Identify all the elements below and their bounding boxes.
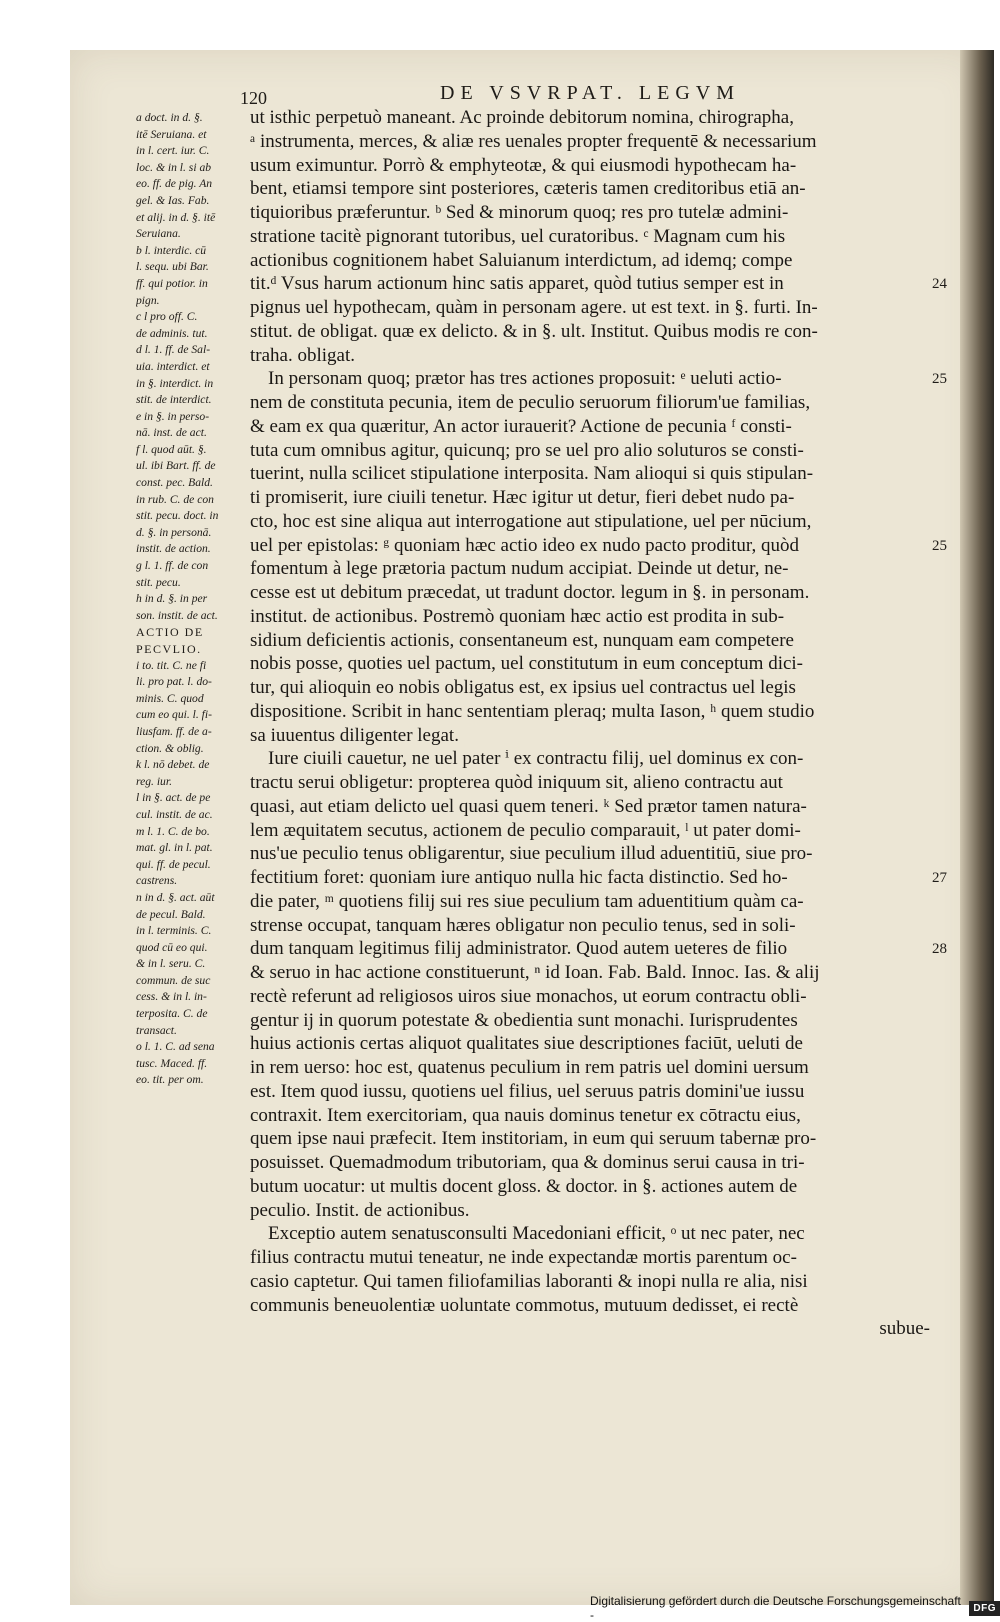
- margin-note: de adminis. tut.: [136, 326, 208, 340]
- margin-note: c l pro off. C.: [136, 310, 198, 324]
- text-line: Iure ciuili cauetur, ne uel pater ⁱ ex contractu filij, uel dominus ex con-: [268, 748, 804, 770]
- margin-note: uia. interdict. et: [136, 359, 210, 373]
- margin-note: i to. tit. C. ne fi: [136, 658, 207, 672]
- margin-note: qui. ff. de pecul.: [136, 857, 211, 871]
- margin-note: nā. inst. de act.: [136, 426, 207, 440]
- text-line: actionibus cognitionem habet Saluianum interdictum, ad idemq; compe: [250, 249, 793, 271]
- body-text: [250, 106, 930, 1341]
- margin-note: cess. & in l. in-: [136, 990, 207, 1004]
- margin-note: f l. quod aūt. §.: [136, 442, 207, 456]
- margin-note: PECVLIO.: [136, 642, 202, 656]
- text-line: tractu serui obligetur: propterea quòd iniquum sit, alieno contractu aut: [250, 772, 783, 793]
- margin-note: reg. iur.: [136, 774, 172, 788]
- text-line: dispositione. Scribit in hanc sententiam pleraq; multa Iason, ʰ quem studio: [250, 700, 815, 722]
- book-spine: [960, 50, 994, 1605]
- margin-note: & in l. seru. C.: [136, 957, 206, 971]
- margin-note: eo. tit. per om.: [136, 1073, 204, 1087]
- text-line: cesse est ut debitum præcedat, ut tradunt doctor. legum in §. in personam.: [250, 582, 810, 603]
- margin-note: loc. & in l. si ab: [136, 160, 212, 174]
- margin-note: eo. ff. de pig. An: [136, 177, 213, 191]
- text-line: rectè referunt ad religiosos uiros siue monachos, ut eorum contractu obli-: [250, 985, 807, 1007]
- margin-note: de pecul. Bald.: [136, 907, 206, 921]
- footer-text: Digitalisierung gefördert durch die Deutsche Forschungsgemeinschaft -: [590, 1594, 961, 1622]
- text-line: & seruo in hac actione constituerunt, ⁿ id Ioan. Fab. Bald. Innoc. Ias. & alij: [250, 962, 820, 983]
- text-line: communis beneuolentiæ uoluntate commotus, mutuum dedisset, ei rectè: [250, 1294, 799, 1316]
- line-number: 25: [932, 537, 947, 554]
- text-line: gentur ij in quorum potestate & obedientia sunt monachi. Iurisprudentes: [250, 1009, 798, 1031]
- margin-note: pign.: [136, 293, 160, 307]
- text-line: nem de constituta pecunia, item de peculio seruorum filiorum'ue familias,: [250, 392, 811, 413]
- text-line: peculio. Instit. de actionibus.: [250, 1199, 470, 1221]
- margin-note: minis. C. quod: [136, 691, 204, 705]
- margin-note: in rub. C. de con: [136, 492, 214, 506]
- text-line: lem æquitatem secutus, actionem de peculio comparauit, ˡ ut pater domi-: [250, 819, 801, 841]
- margin-note: stit. de interdict.: [136, 393, 212, 407]
- text-line: fectitium foret: quoniam iure antiquo nulla hic facta distinctio. Sed ho-: [250, 867, 788, 888]
- margin-note: et alij. in d. §. itē: [136, 210, 216, 224]
- text-line: stratione tacitè pignorant tutoribus, uel curatoribus. ᶜ Magnam cum his: [250, 225, 786, 247]
- text-line: butum uocatur: ut multis docent gloss. & doctor. in §. actiones autem de: [250, 1175, 798, 1197]
- margin-note: ff. qui potior. in: [136, 276, 208, 290]
- text-line: filius contractu mutui teneatur, ne inde expectandæ mortis parentum oc-: [250, 1247, 797, 1268]
- text-line: fomentum à lege prætoria pactum nudum accipiat. Deinde ut detur, ne-: [250, 558, 789, 580]
- digitization-footer: [590, 1594, 1000, 1622]
- margin-note: n in d. §. act. aūt: [136, 890, 215, 904]
- text-line: ut isthic perpetuò maneant. Ac proinde debitorum nomina, chirographa,: [250, 107, 794, 128]
- margin-note: l in §. act. de pe: [136, 791, 211, 805]
- text-line: In personam quoq; prætor has tres actiones proposuit: ᵉ ueluti actio-: [268, 368, 782, 390]
- text-line: tuta cum omnibus agitur, quicunq; pro se uel pro alio soluturos se consti-: [250, 439, 804, 461]
- margin-note: transact.: [136, 1023, 177, 1037]
- margin-note: cum eo qui. l. fi-: [136, 708, 212, 722]
- text-line: traha. obligat.: [250, 344, 355, 366]
- text-line: huius actionis certas aliquot qualitates siue descriptiones faciūt, ueluti de: [250, 1033, 803, 1055]
- text-line: Exceptio autem senatusconsulti Macedoniani efficit, ᵒ ut nec pater, nec: [268, 1223, 805, 1245]
- dfg-logo: DFG: [969, 1601, 1000, 1616]
- text-line: ᵃ instrumenta, merces, & aliæ res uenales propter frequentē & necessarium: [250, 130, 817, 152]
- text-line: quasi, aut etiam delicto uel quasi quem teneri. ᵏ Sed prætor tamen natura-: [250, 795, 807, 817]
- margin-note: stit. pecu. doct. in: [136, 509, 219, 523]
- margin-note: g l. 1. ff. de con: [136, 559, 209, 573]
- text-line: casio captetur. Qui tamen filiofamilias laboranti & inopi nulla re alia, nisi: [250, 1270, 808, 1292]
- margin-note: gel. & Ias. Fab.: [136, 193, 210, 207]
- margin-note: Seruiana.: [136, 227, 181, 241]
- margin-note: ction. & oblig.: [136, 741, 204, 755]
- margin-notes: [136, 110, 244, 1089]
- margin-note: m l. 1. C. de bo.: [136, 824, 210, 838]
- text-line: contraxit. Item exercitoriam, qua nauis dominus tenetur ex cōtractu eius,: [250, 1104, 801, 1126]
- text-line: institut. de actionibus. Postremò quoniam hæc actio est prodita in sub-: [250, 605, 785, 627]
- text-line: usum eximuntur. Porrò & emphyteotæ, & qui eiusmodi hypothecam ha-: [250, 154, 797, 176]
- margin-note: b l. interdic. cū: [136, 243, 207, 257]
- text-line: posuisset. Quemadmodum tributoriam, qua & dominus serui causa in tri-: [250, 1152, 805, 1173]
- text-line: & eam ex qua quæritur, An actor iurauerit? Actione de pecunia ᶠ consti-: [250, 415, 792, 437]
- margin-note: h in d. §. in per: [136, 592, 208, 606]
- margin-note: ul. ibi Bart. ff. de: [136, 459, 216, 473]
- margin-note: itē Seruiana. et: [136, 127, 207, 141]
- text-line: uel per epistolas: ᵍ quoniam hæc actio ideo ex nudo pacto proditur, quòd: [250, 534, 799, 556]
- margin-note: k l. nō debet. de: [136, 758, 210, 772]
- margin-note: quod cū eo qui.: [136, 940, 208, 954]
- text-line: cto, hoc est sine aliqua aut interrogatione aut stipulatione, uel per nūcium,: [250, 510, 812, 532]
- margin-note: terposita. C. de: [136, 1007, 208, 1021]
- margin-note: e in §. in perso-: [136, 409, 210, 423]
- text-line: strense occupat, tanquam hæres obligatur non peculio tenus, sed in soli-: [250, 914, 796, 936]
- margin-note: castrens.: [136, 874, 178, 888]
- margin-note: o l. 1. C. ad sena: [136, 1040, 215, 1054]
- margin-note: const. pec. Bald.: [136, 476, 213, 490]
- text-line: bent, etiamsi tempore sint posteriores, cæteris tamen creditoribus etiā an-: [250, 178, 806, 200]
- margin-note: mat. gl. in l. pat.: [136, 841, 213, 855]
- line-number: 25: [932, 371, 947, 388]
- text-line: tit.ᵈ Vsus harum actionum hinc satis apparet, quòd tutius semper est in: [250, 273, 784, 295]
- line-number: 27: [932, 870, 947, 886]
- margin-note: stit. pecu.: [136, 575, 181, 589]
- margin-note: l. sequ. ubi Bar.: [136, 260, 209, 274]
- text-line: stitut. de obligat. quæ ex delicto. & in §. ult. Institut. Quibus modis re con-: [250, 320, 818, 342]
- running-title: DE VSVRPAT. LEGVM: [440, 82, 740, 104]
- margin-note: ACTIO DE: [136, 625, 204, 640]
- margin-note: in §. interdict. in: [136, 376, 214, 390]
- text-line: tiquioribus præferuntur. ᵇ Sed & minorum quoq; res pro tutelæ admini-: [250, 202, 789, 223]
- text-line: quem ipse naui præfecit. Item institoriam, in eum qui seruum tabernæ pro-: [250, 1128, 817, 1150]
- text-line: tuerint, nulla scilicet stipulatione interposita. Nam alioqui si quis stipulan-: [250, 463, 814, 485]
- margin-note: instit. de action.: [136, 542, 211, 556]
- text-line: ti promiserit, iure ciuili tenetur. Hæc igitur ut detur, fieri debet nudo pa-: [250, 487, 795, 508]
- text-line: sidium deficientis actionis, consentaneum est, nunquam eam competere: [250, 629, 794, 651]
- text-line: nobis posse, quoties uel pactum, uel constitutum in eum conceptum dici-: [250, 653, 804, 675]
- margin-note: d. §. in personā.: [136, 525, 212, 539]
- margin-note: liusfam. ff. de a-: [136, 724, 212, 738]
- text-line: subue-: [879, 1318, 930, 1340]
- margin-note: in l. cert. iur. C.: [136, 144, 210, 158]
- margin-note: li. pro pat. l. do-: [136, 675, 212, 689]
- text-line: nus'ue peculio tenus obligarentur, siue peculium illud aduentitiū, siue pro-: [250, 843, 813, 865]
- margin-note: cul. instit. de ac.: [136, 807, 213, 821]
- margin-note: commun. de suc: [136, 973, 211, 987]
- line-number: 28: [932, 941, 947, 958]
- margin-note: tusc. Maced. ff.: [136, 1056, 208, 1070]
- text-line: tur, qui alioquin eo nobis obligatus est, ex ipsius uel contractus uel legis: [250, 677, 796, 698]
- margin-note: a doct. in d. §.: [136, 111, 203, 124]
- text-line: dum tanquam legitimus filij administrator. Quod autem ueteres de filio: [250, 938, 788, 960]
- margin-note: in l. terminis. C.: [136, 924, 212, 938]
- text-line: est. Item quod iussu, quotiens uel filius, uel seruus patris domini'ue iussu: [250, 1080, 805, 1102]
- text-line: sa iuuentus diligenter legat.: [250, 724, 459, 746]
- text-line: in rem uerso: hoc est, quatenus peculium in rem patris uel domini uersum: [250, 1057, 809, 1078]
- line-number: 24: [932, 276, 947, 293]
- margin-note: son. instit. de act.: [136, 608, 218, 622]
- margin-note: d l. 1. ff. de Sal-: [136, 343, 211, 357]
- text-line: pignus uel hypothecam, quàm in personam agere. ut est text. in §. furti. In-: [250, 297, 818, 318]
- text-line: die pater, ᵐ quotiens filij sui res siue peculium tam aduentitium quàm ca-: [250, 890, 804, 912]
- page-number: 120: [240, 88, 267, 108]
